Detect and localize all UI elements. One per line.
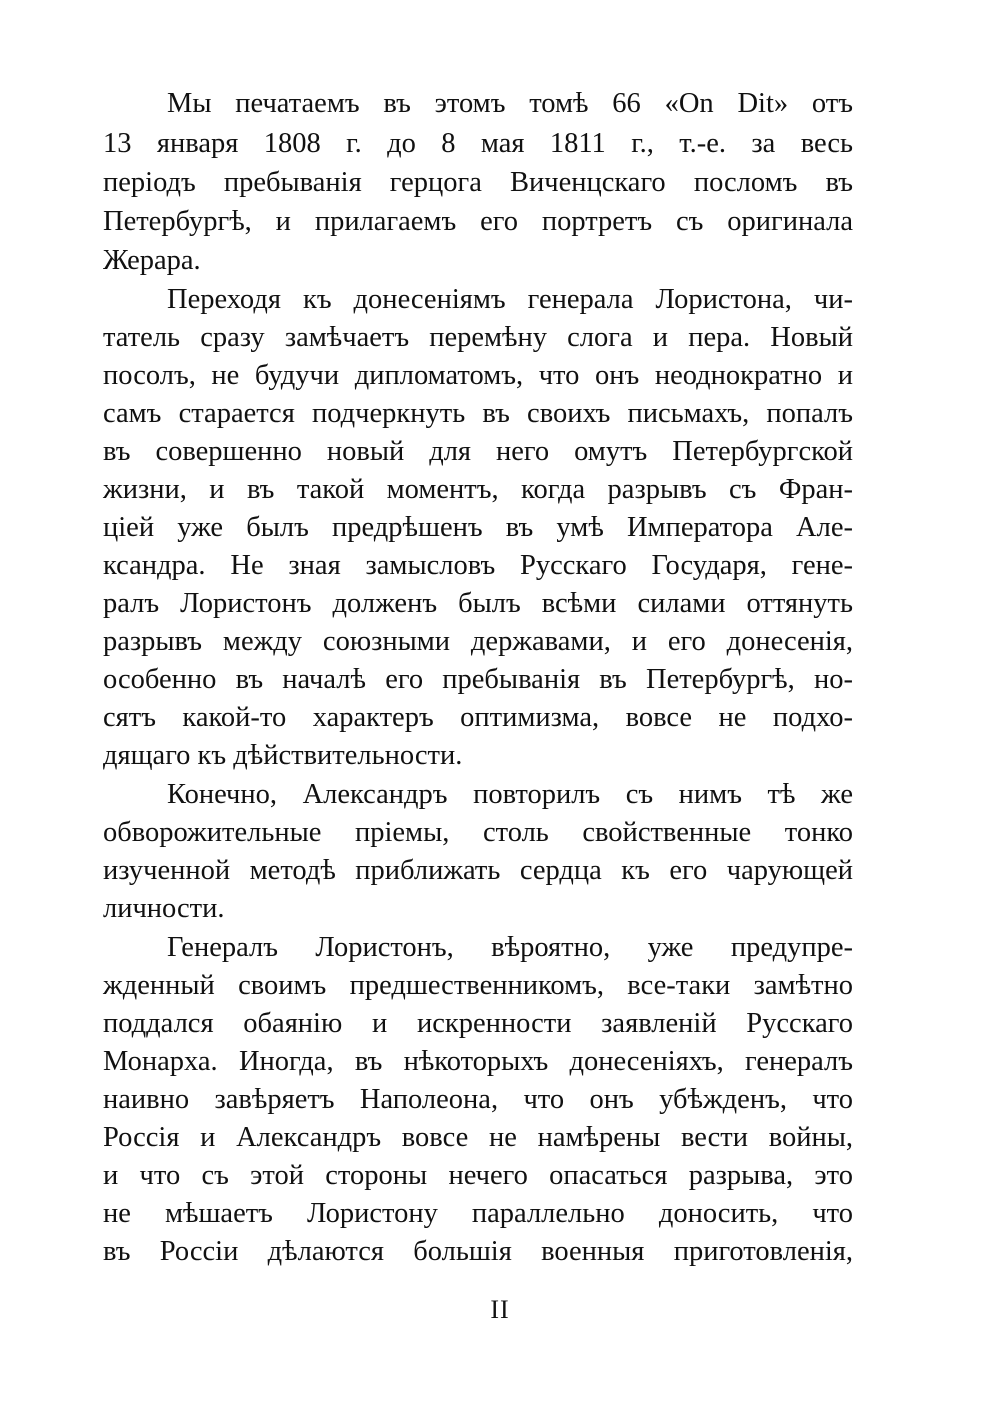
- text-line: ксандра. Не зная замысловъ Русскаго Государя, гене-: [103, 550, 853, 581]
- text-line: изученной методѣ приближать сердца къ его чарующей: [103, 855, 853, 886]
- text-line: въ Россіи дѣлаются большія военныя приготовленія,: [103, 1236, 853, 1267]
- text-line: не мѣшаетъ Лористону параллельно доносить, что: [103, 1198, 853, 1229]
- text-line: жизни, и въ такой моментъ, когда разрывъ съ Фран-: [103, 474, 853, 505]
- text-line: и что съ этой стороны нечего опасаться разрыва, это: [103, 1160, 853, 1191]
- text-line: Петербургѣ, и прилагаемъ его портретъ съ оригинала: [103, 206, 853, 237]
- text-line: Жерара.: [103, 245, 201, 276]
- text-line: 13 января 1808 г. до 8 мая 1811 г., т.-е. за весь: [103, 128, 853, 159]
- text-line: Россія и Александръ вовсе не намѣрены вести войны,: [103, 1122, 853, 1153]
- text-line: самъ старается подчеркнуть въ своихъ письмахъ, попалъ: [103, 398, 853, 429]
- page-number: II: [490, 1295, 510, 1324]
- text-line: ралъ Лористонъ долженъ былъ всѣми силами оттянуть: [103, 588, 853, 619]
- text-line: обворожительные пріемы, столь свойственные тонко: [103, 817, 853, 848]
- text-line: сятъ какой-то характеръ оптимизма, вовсе не подхо-: [103, 702, 853, 733]
- text-line: поддался обаянію и искренности заявленій Русскаго: [103, 1008, 853, 1039]
- text-line: жденный своимъ предшественникомъ, все-таки замѣтно: [103, 970, 853, 1001]
- text-line: Монарха. Иногда, въ нѣкоторыхъ донесеніяхъ, генералъ: [103, 1046, 853, 1077]
- text-line: періодъ пребыванія герцога Виченцскаго посломъ въ: [103, 167, 853, 198]
- text-line: Мы печатаемъ въ этомъ томѣ 66 «On Dit» отъ: [167, 88, 853, 119]
- text-line: Переходя къ донесеніямъ генерала Лористона, чи-: [167, 284, 853, 315]
- text-line: разрывъ между союзными державами, и его донесенія,: [103, 626, 853, 657]
- text-line: наивно завѣряетъ Наполеона, что онъ убѣжденъ, что: [103, 1084, 853, 1115]
- text-line: Генералъ Лористонъ, вѣроятно, уже предупре-: [167, 932, 853, 963]
- text-line: ціей уже былъ предрѣшенъ въ умѣ Императора Але-: [103, 512, 853, 543]
- text-line: дящаго къ дѣйствительности.: [103, 740, 463, 771]
- text-line: въ совершенно новый для него омутъ Петербургской: [103, 436, 853, 467]
- text-line: особенно въ началѣ его пребыванія въ Петербургѣ, но-: [103, 664, 853, 695]
- text-line: татель сразу замѣчаетъ перемѣну слога и пера. Новый: [103, 322, 853, 353]
- text-line: Конечно, Александръ повторилъ съ нимъ тѣ же: [167, 779, 853, 810]
- text-line: личности.: [103, 893, 225, 924]
- text-line: посолъ, не будучи дипломатомъ, что онъ неоднократно и: [103, 360, 853, 391]
